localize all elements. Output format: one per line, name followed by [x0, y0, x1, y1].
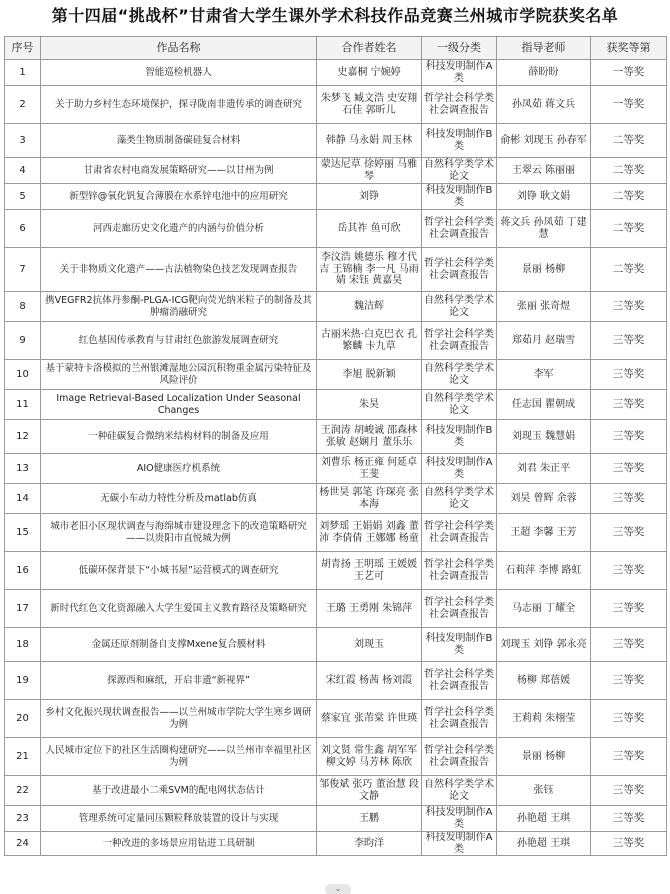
- cell-no: 1: [5, 60, 41, 86]
- cell-advisor: 王莉莉 朱栩莹: [497, 700, 591, 738]
- cell-name: 一种硅碳复合微纳米结构材料的制备及应用: [41, 420, 317, 454]
- cell-no: 7: [5, 248, 41, 292]
- cell-category: 哲学社会科学类社会调查报告: [422, 662, 497, 700]
- cell-name: 一种改进的多场景应用钻进工具研制: [41, 832, 317, 856]
- cell-award: 一等奖: [591, 60, 667, 86]
- cell-award: 三等奖: [591, 454, 667, 484]
- cell-name: 基于改进最小二乘SVM的配电网状态估计: [41, 776, 317, 806]
- cell-advisor: 俞彬 刘现玉 孙春军: [497, 124, 591, 158]
- cell-name: 红色基因传承教育与甘肃红色旅游发展调查研究: [41, 322, 317, 360]
- cell-authors: 刘铮: [317, 184, 422, 210]
- table-row: [5, 590, 667, 628]
- table-header-row: [5, 37, 667, 60]
- cell-no: 16: [5, 552, 41, 590]
- cell-advisor: 马志丽 丁耀全: [497, 590, 591, 628]
- cell-award: 一等奖: [591, 86, 667, 124]
- header-no: 序号: [5, 37, 41, 60]
- cell-category: 哲学社会科学类社会调查报告: [422, 590, 497, 628]
- cell-authors: 李汶浩 姚德乐 穆才代吉 王锦楠 李一凡 马雨婧 宋钰 黄嘉昊: [317, 248, 422, 292]
- cell-award: 二等奖: [591, 124, 667, 158]
- cell-category: 科技发明制作B类: [422, 420, 497, 454]
- cell-advisor: 蒋文兵 孙凤茹 丁建慧: [497, 210, 591, 248]
- cell-category: 科技发明制作B类: [422, 628, 497, 662]
- cell-authors: 王璐 王勇刚 朱锦萍: [317, 590, 422, 628]
- table-row: [5, 184, 667, 210]
- cell-advisor: 郑茹月 赵瑞雪: [497, 322, 591, 360]
- cell-authors: 刘曹乐 杨正雍 何延卓 王斐: [317, 454, 422, 484]
- table-row: [5, 484, 667, 514]
- table-row: [5, 806, 667, 832]
- cell-authors: 刘梦瑶 王娟娟 刘鑫 董沛 李倩倩 王娜娜 杨童: [317, 514, 422, 552]
- cell-category: 自然科学类学术论文: [422, 292, 497, 322]
- cell-name: 新时代红色文化资源融入大学生爱国主义教育路径及策略研究: [41, 590, 317, 628]
- cell-authors: 李旭 脱新颖: [317, 360, 422, 390]
- cell-award: 三等奖: [591, 322, 667, 360]
- cell-authors: 韩静 马永娟 周玉林: [317, 124, 422, 158]
- cell-no: 17: [5, 590, 41, 628]
- cell-authors: 岳其祚 鱼可欣: [317, 210, 422, 248]
- cell-authors: 胡青扬 王明瑶 王媛媛 王艺可: [317, 552, 422, 590]
- header-advisor: 指导老师: [497, 37, 591, 60]
- cell-award: 三等奖: [591, 292, 667, 322]
- table-row: [5, 390, 667, 420]
- cell-award: 三等奖: [591, 590, 667, 628]
- cell-no: 5: [5, 184, 41, 210]
- cell-authors: 朱昊: [317, 390, 422, 420]
- cell-category: 科技发明制作A类: [422, 806, 497, 832]
- cell-name: AIO健康医疗机系统: [41, 454, 317, 484]
- table-row: [5, 210, 667, 248]
- cell-award: 三等奖: [591, 360, 667, 390]
- cell-authors: 李昀洋: [317, 832, 422, 856]
- cell-award: 三等奖: [591, 662, 667, 700]
- table-body: [5, 60, 667, 856]
- table-row: [5, 360, 667, 390]
- cell-advisor: 王超 李馨 王芳: [497, 514, 591, 552]
- table-row: [5, 454, 667, 484]
- table-row: [5, 832, 667, 856]
- cell-category: 哲学社会科学类社会调查报告: [422, 700, 497, 738]
- cell-authors: 刘现玉: [317, 628, 422, 662]
- cell-advisor: 刘铮 耿文娟: [497, 184, 591, 210]
- cell-no: 4: [5, 158, 41, 184]
- cell-name: 探源西和麻纸，开启非遗“新视界”: [41, 662, 317, 700]
- cell-award: 三等奖: [591, 628, 667, 662]
- cell-authors: 邹俊斌 张巧 董治慧 段文静: [317, 776, 422, 806]
- table-row: [5, 700, 667, 738]
- cell-advisor: 任志国 瞿朝成: [497, 390, 591, 420]
- cell-authors: 杨世昊 郭笔 许琛亮 张本海: [317, 484, 422, 514]
- cell-category: 科技发明制作B类: [422, 184, 497, 210]
- cell-advisor: 刘现玉 魏慧娟: [497, 420, 591, 454]
- cell-category: 哲学社会科学类社会调查报告: [422, 738, 497, 776]
- cell-name: 河西走廊历史文化遗产的内涵与价值分析: [41, 210, 317, 248]
- cell-category: 自然科学类学术论文: [422, 776, 497, 806]
- cell-name: 新型锌@氧化钒复合薄膜在水系锌电池中的应用研究: [41, 184, 317, 210]
- cell-award: 三等奖: [591, 776, 667, 806]
- cell-name: 乡村文化振兴现状调查报告——以兰州城市学院大学生寒乡调研为例: [41, 700, 317, 738]
- cell-advisor: 孙凤茹 蒋文兵: [497, 86, 591, 124]
- cell-award: 三等奖: [591, 484, 667, 514]
- table-row: [5, 552, 667, 590]
- cell-award: 三等奖: [591, 832, 667, 856]
- table-row: [5, 124, 667, 158]
- cell-category: 哲学社会科学类社会调查报告: [422, 552, 497, 590]
- cell-award: 三等奖: [591, 552, 667, 590]
- table-row: [5, 738, 667, 776]
- cell-name: 无碳小车动力特性分析及matlab仿真: [41, 484, 317, 514]
- cell-name: 关于非物质文化遗产——古法植物染色技艺发现调查报告: [41, 248, 317, 292]
- cell-advisor: 李军: [497, 360, 591, 390]
- table-row: [5, 420, 667, 454]
- table-row: [5, 514, 667, 552]
- cell-award: 二等奖: [591, 210, 667, 248]
- table-row: [5, 628, 667, 662]
- cell-no: 19: [5, 662, 41, 700]
- cell-name: 金属还原剂制备自支撑Mxene复合膜材料: [41, 628, 317, 662]
- cell-name: 基于蒙特卡洛模拟的兰州银滩湿地公园沉积物重金属污染特征及风险评价: [41, 360, 317, 390]
- scroll-down-icon[interactable]: ⌄: [325, 884, 351, 894]
- cell-name: 携VEGFR2抗体丹参酮-PLGA-ICG靶向荧光纳米粒子的制备及其肿瘤消融研究: [41, 292, 317, 322]
- cell-authors: 王润涛 胡峻诚 邵森林 张敏 赵娴月 董乐乐: [317, 420, 422, 454]
- cell-authors: 宋红霞 杨茜 杨刘霞: [317, 662, 422, 700]
- table-row: [5, 60, 667, 86]
- cell-no: 6: [5, 210, 41, 248]
- cell-authors: 古丽米热·白克巴衣 孔繁麟 卡九草: [317, 322, 422, 360]
- cell-award: 三等奖: [591, 514, 667, 552]
- cell-authors: 朱梦飞 臧文浩 史安翔 石佳 郭昕儿: [317, 86, 422, 124]
- cell-no: 10: [5, 360, 41, 390]
- cell-award: 二等奖: [591, 248, 667, 292]
- cell-award: 二等奖: [591, 158, 667, 184]
- cell-no: 9: [5, 322, 41, 360]
- cell-no: 14: [5, 484, 41, 514]
- cell-advisor: 王翠云 陈丽丽: [497, 158, 591, 184]
- cell-no: 3: [5, 124, 41, 158]
- cell-award: 三等奖: [591, 390, 667, 420]
- header-category: 一级分类: [422, 37, 497, 60]
- cell-no: 12: [5, 420, 41, 454]
- cell-no: 11: [5, 390, 41, 420]
- cell-category: 科技发明制作A类: [422, 454, 497, 484]
- cell-award: 二等奖: [591, 184, 667, 210]
- cell-category: 科技发明制作A类: [422, 832, 497, 856]
- cell-name: Image Retrieval-Based Localization Under Seasonal Changes: [41, 390, 317, 420]
- cell-authors: 刘文贤 常生鑫 胡军军 柳文婷 马芳林 陈欣: [317, 738, 422, 776]
- header-name: 作品名称: [41, 37, 317, 60]
- cell-advisor: 孙艳超 王琪: [497, 832, 591, 856]
- cell-category: 自然科学类学术论文: [422, 390, 497, 420]
- cell-name: 关于助力乡村生态环境保护，探寻陇南非遗传承的调查研究: [41, 86, 317, 124]
- cell-no: 24: [5, 832, 41, 856]
- cell-name: 管理系统可定量同压颗粒释放装置的设计与实现: [41, 806, 317, 832]
- cell-category: 哲学社会科学类社会调查报告: [422, 248, 497, 292]
- table-row: [5, 248, 667, 292]
- cell-no: 8: [5, 292, 41, 322]
- cell-name: 城市老旧小区现状调查与海绵城市建设理念下的改造策略研究——以贵阳市直悦城为例: [41, 514, 317, 552]
- cell-authors: 王鹏: [317, 806, 422, 832]
- cell-no: 20: [5, 700, 41, 738]
- cell-name: 甘肃省农村电商发展策略研究——以甘州为例: [41, 158, 317, 184]
- cell-authors: 蒙达尼草 徐婷丽 马雅琴: [317, 158, 422, 184]
- cell-award: 三等奖: [591, 420, 667, 454]
- cell-category: 哲学社会科学类社会调查报告: [422, 514, 497, 552]
- cell-advisor: 景丽 杨柳: [497, 738, 591, 776]
- cell-category: 哲学社会科学类社会调查报告: [422, 86, 497, 124]
- cell-name: 藻类生物质制备碳硅复合材料: [41, 124, 317, 158]
- cell-advisor: 薛盼盼: [497, 60, 591, 86]
- cell-no: 21: [5, 738, 41, 776]
- cell-category: 科技发明制作B类: [422, 124, 497, 158]
- cell-advisor: 刘君 朱正平: [497, 454, 591, 484]
- cell-category: 自然科学类学术论文: [422, 484, 497, 514]
- cell-advisor: 景丽 杨柳: [497, 248, 591, 292]
- cell-no: 15: [5, 514, 41, 552]
- cell-no: 2: [5, 86, 41, 124]
- cell-no: 23: [5, 806, 41, 832]
- cell-no: 18: [5, 628, 41, 662]
- table-row: [5, 322, 667, 360]
- cell-advisor: 孙艳超 王琪: [497, 806, 591, 832]
- cell-award: 三等奖: [591, 738, 667, 776]
- header-authors: 合作者姓名: [317, 37, 422, 60]
- cell-authors: 魏洁辉: [317, 292, 422, 322]
- table-row: [5, 662, 667, 700]
- cell-advisor: 石莉萍 李博 路虹: [497, 552, 591, 590]
- cell-category: 哲学社会科学类社会调查报告: [422, 322, 497, 360]
- awards-table: [4, 36, 667, 856]
- cell-award: 三等奖: [591, 806, 667, 832]
- table-row: [5, 292, 667, 322]
- cell-advisor: 张丽 张奇煜: [497, 292, 591, 322]
- cell-advisor: 刘昊 曾辉 余蓉: [497, 484, 591, 514]
- cell-category: 科技发明制作A类: [422, 60, 497, 86]
- cell-category: 自然科学类学术论文: [422, 158, 497, 184]
- table-row: [5, 158, 667, 184]
- cell-category: 自然科学类学术论文: [422, 360, 497, 390]
- cell-no: 13: [5, 454, 41, 484]
- cell-category: 哲学社会科学类社会调查报告: [422, 210, 497, 248]
- cell-advisor: 杨柳 郑蓓媛: [497, 662, 591, 700]
- cell-award: 三等奖: [591, 700, 667, 738]
- cell-name: 智能巡检机器人: [41, 60, 317, 86]
- cell-authors: 蔡家宜 张芾棠 许世瑛: [317, 700, 422, 738]
- header-award: 获奖等第: [591, 37, 667, 60]
- page-title: 第十四届“挑战杯”甘肃省大学生课外学术科技作品竞赛兰州城市学院获奖名单: [51, 6, 619, 25]
- cell-name: 人民城市定位下的社区生活圈构建研究——以兰州市幸福里社区为例: [41, 738, 317, 776]
- table-row: [5, 86, 667, 124]
- cell-authors: 史嘉桐 宁婉婷: [317, 60, 422, 86]
- cell-no: 22: [5, 776, 41, 806]
- cell-advisor: 刘现玉 刘铮 郭永亮: [497, 628, 591, 662]
- table-row: [5, 776, 667, 806]
- cell-name: 低碳环保背景下“小城书屋”运营模式的调查研究: [41, 552, 317, 590]
- cell-advisor: 张钰: [497, 776, 591, 806]
